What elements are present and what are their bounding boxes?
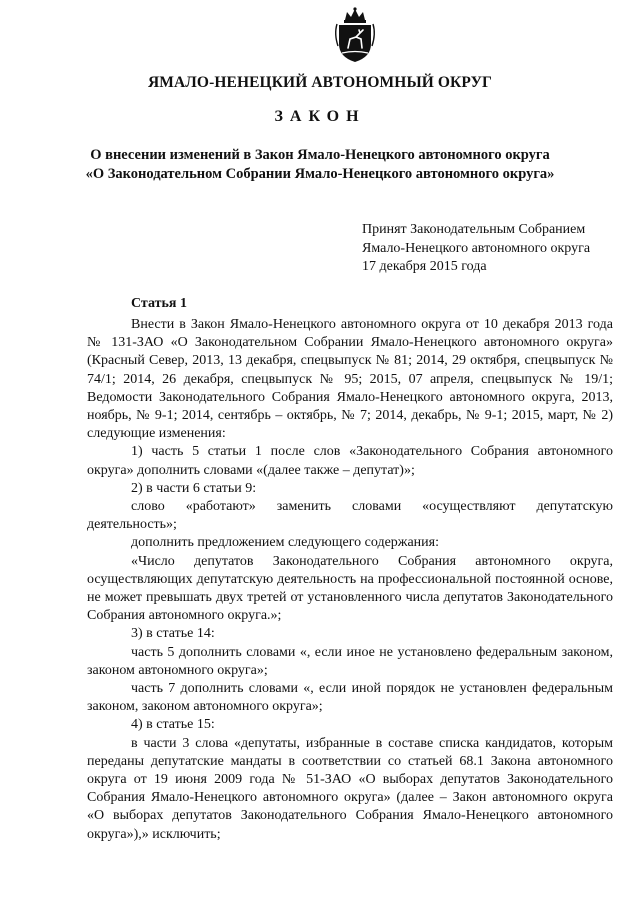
adoption-date: 17 декабря 2015 года bbox=[362, 259, 487, 274]
paragraph: слово «работают» заменить словами «осуществляют депутатскую деятельность»; bbox=[87, 499, 613, 533]
paragraph: 4) в статье 15: bbox=[131, 717, 215, 733]
adoption-line: Принят Законодательным Собранием bbox=[362, 222, 586, 237]
paragraph: 1) часть 5 статьи 1 после слов «Законодательного Собрания автономного округа» дополнить словами «(далее также – депутат)»; bbox=[87, 444, 613, 478]
adoption-line: Ямало-Ненецкого автономного округа bbox=[362, 240, 591, 256]
article-body bbox=[87, 316, 613, 844]
paragraph: в части 3 слова «депутаты, избранные в составе списка кандидатов, которым переданы депутатские мандаты в соответствии со статьей 68.1 Закона автономного округа от 19 июня 2009 года № 51-ЗАО «О выборах депутатов Законодательного Собрания Ямало-Ненецкого автономного округа» (далее – Закон автономного округа «О выборах депутатов Законодательного Собрания Ямало-Ненецкого автономного округа»),» исключить; bbox=[87, 735, 613, 842]
adoption-note bbox=[362, 221, 590, 277]
paragraph: 3) в статье 14: bbox=[131, 626, 215, 642]
law-title bbox=[0, 146, 640, 184]
region-name: ЯМАЛО-НЕНЕЦКИЙ АВТОНОМНЫЙ ОКРУГ bbox=[147, 74, 493, 91]
paragraph: «Число депутатов Законодательного Собрания автономного округа, осуществляющих депутатскую деятельность на профессиональной постоянной основе, не может превышать двух третей от установленного числа депутатов Законодательного Собрания автономного округа.»; bbox=[87, 553, 613, 624]
document-type: ЗАКОН bbox=[274, 108, 366, 125]
paragraph: Внести в Закон Ямало-Ненецкого автономного округа от 10 декабря 2013 года № 131-ЗАО «О Законодательном Собрании Ямало-Ненецкого автономного округа» (Красный Север, 2013, 13 декабря, спецвыпуск № 81; 2014, 29 октября, спецвыпуск № 74/1; 2014, 26 декабря, спецвыпуск № 95; 2015, 07 апреля, спецвыпуск № 19/1; Ведомости Законодательного Собрания Ямало-Ненецкого автономного округа, 2013, ноябрь, № 9-1; 2014, сентябрь – октябрь, № 7; 2014, декабрь, № 9-1; 2015, март, № 2) следующие изменения: bbox=[87, 317, 613, 442]
law-title-line: О внесении изменений в Закон Ямало-Ненецкого автономного округа bbox=[90, 147, 550, 163]
law-title-line: «О Законодательном Собрании Ямало-Ненецкого автономного округа» bbox=[85, 166, 555, 182]
paragraph: дополнить предложением следующего содержания: bbox=[131, 535, 439, 551]
paragraph: 2) в части 6 статьи 9: bbox=[131, 480, 257, 496]
paragraph: часть 5 дополнить словами «, если иное не установлено федеральным законом, законом автономного округа»; bbox=[87, 644, 613, 678]
article-heading: Статья 1 bbox=[131, 296, 187, 311]
coat-of-arms-icon bbox=[333, 6, 377, 64]
paragraph: часть 7 дополнить словами «, если иной порядок не установлен федеральным законом, законом автономного округа»; bbox=[87, 681, 613, 715]
